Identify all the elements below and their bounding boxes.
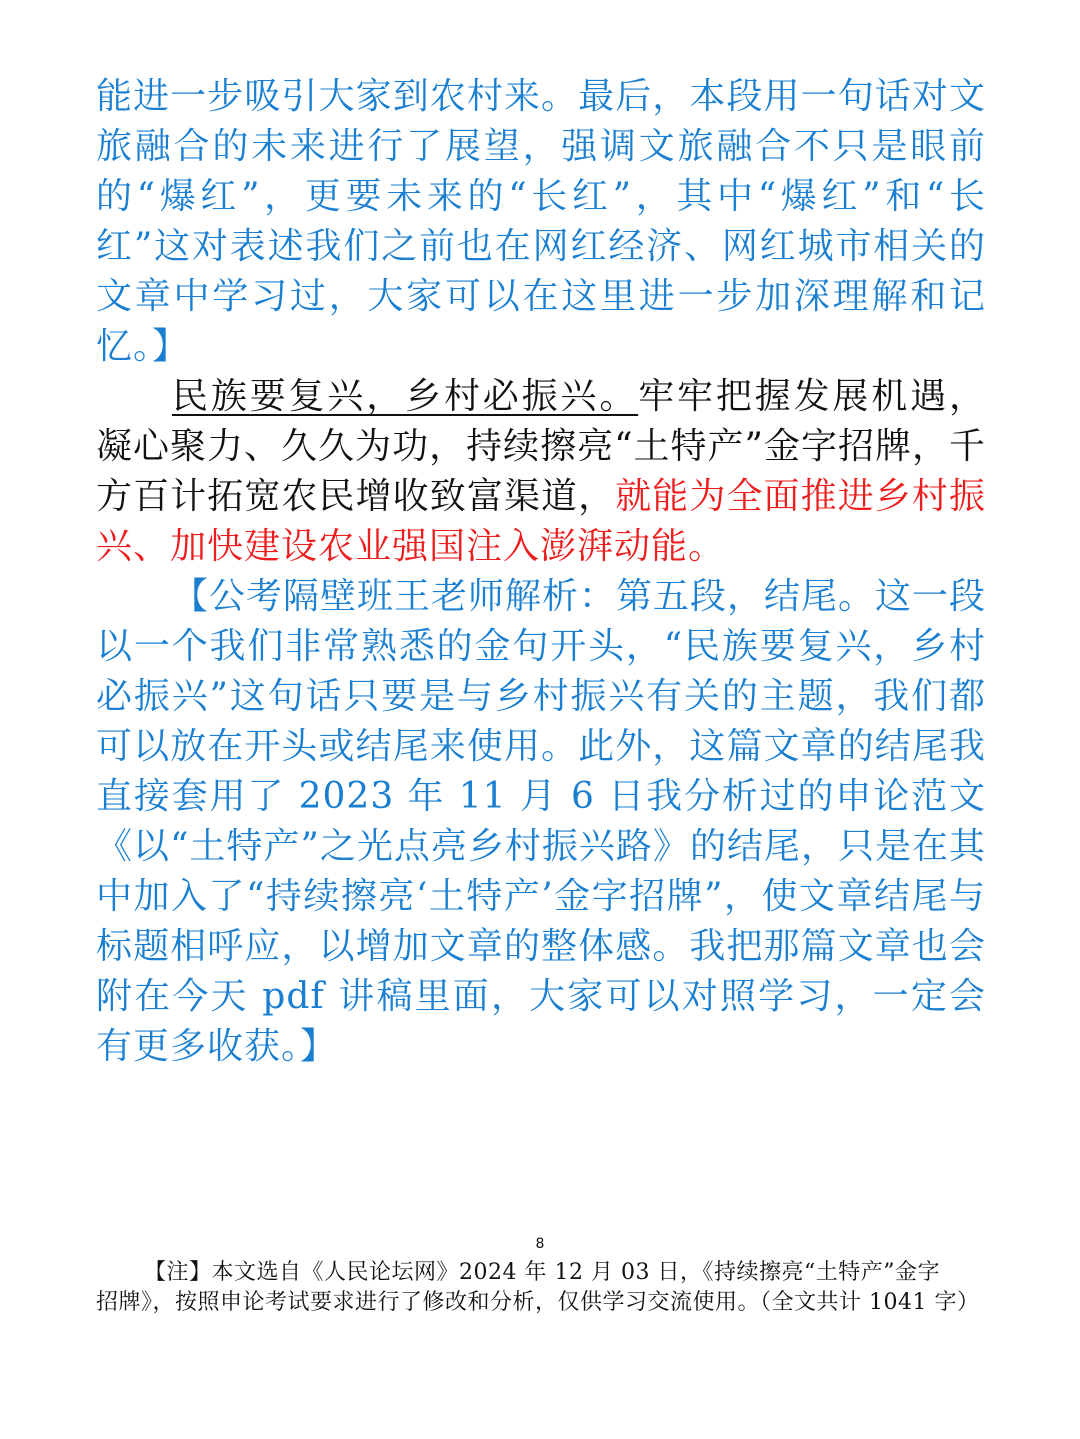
body-sentence: 牢牢把握发展机遇，凝心聚力、久久为功，持续擦亮“土特产”金字招牌，千方百计拓宽农民增收致富渠道， <box>96 376 986 517</box>
key-sentence-underlined: 民族要复兴，乡村必振兴。 <box>172 376 639 417</box>
analysis-paragraph-five: 【公考隔壁班王老师解析：第五段，结尾。这一段以一个我们非常熟悉的金句开头，“民族要复兴，乡村必振兴”这句话只要是与乡村振兴有关的主题，我们都可以放在开头或结尾来使用。此外，这篇文章的结尾我直接套用了 2023 年 11 月 6 日我分析过的申论范文《以“土特产”之光点亮乡村振兴路》的结尾，只是在其中加入了“持续擦亮‘土特产’金字招牌”，使文章结尾与标题相呼应，以增加文章的整体感。我把那篇文章也会附在今天 pdf 讲稿里面，大家可以对照学习，一定会有更多收获。】 <box>96 576 987 1067</box>
article-body <box>96 72 986 1072</box>
footnote-continuation: 招牌》，按照申论考试要求进行了修改和分析，仅供学习交流使用。（全文共计 1041 字） <box>96 1290 980 1315</box>
analysis-paragraph-continued: 能进一步吸引大家到农村来。最后，本段用一句话对文旅融合的未来进行了展望，强调文旅融合不只是眼前的“爆红”，更要未来的“长红”，其中“爆红”和“长红”这对表述我们之前也在网红经济、网红城市相关的文章中学习过，大家可以在这里进一步加深理解和记忆。】 <box>96 76 986 367</box>
page-number: 8 <box>535 1236 545 1252</box>
footnote-line: 【注】本文选自《人民论坛网》2024 年 12 月 03 日，《持续擦亮“土特产”金字 <box>144 1260 940 1285</box>
article-paragraph-five <box>96 372 986 572</box>
footnote <box>96 1258 986 1318</box>
highlighted-sentence: 就能为全面推进乡村振兴、加快建设农业强国注入澎湃动能。 <box>96 476 986 567</box>
